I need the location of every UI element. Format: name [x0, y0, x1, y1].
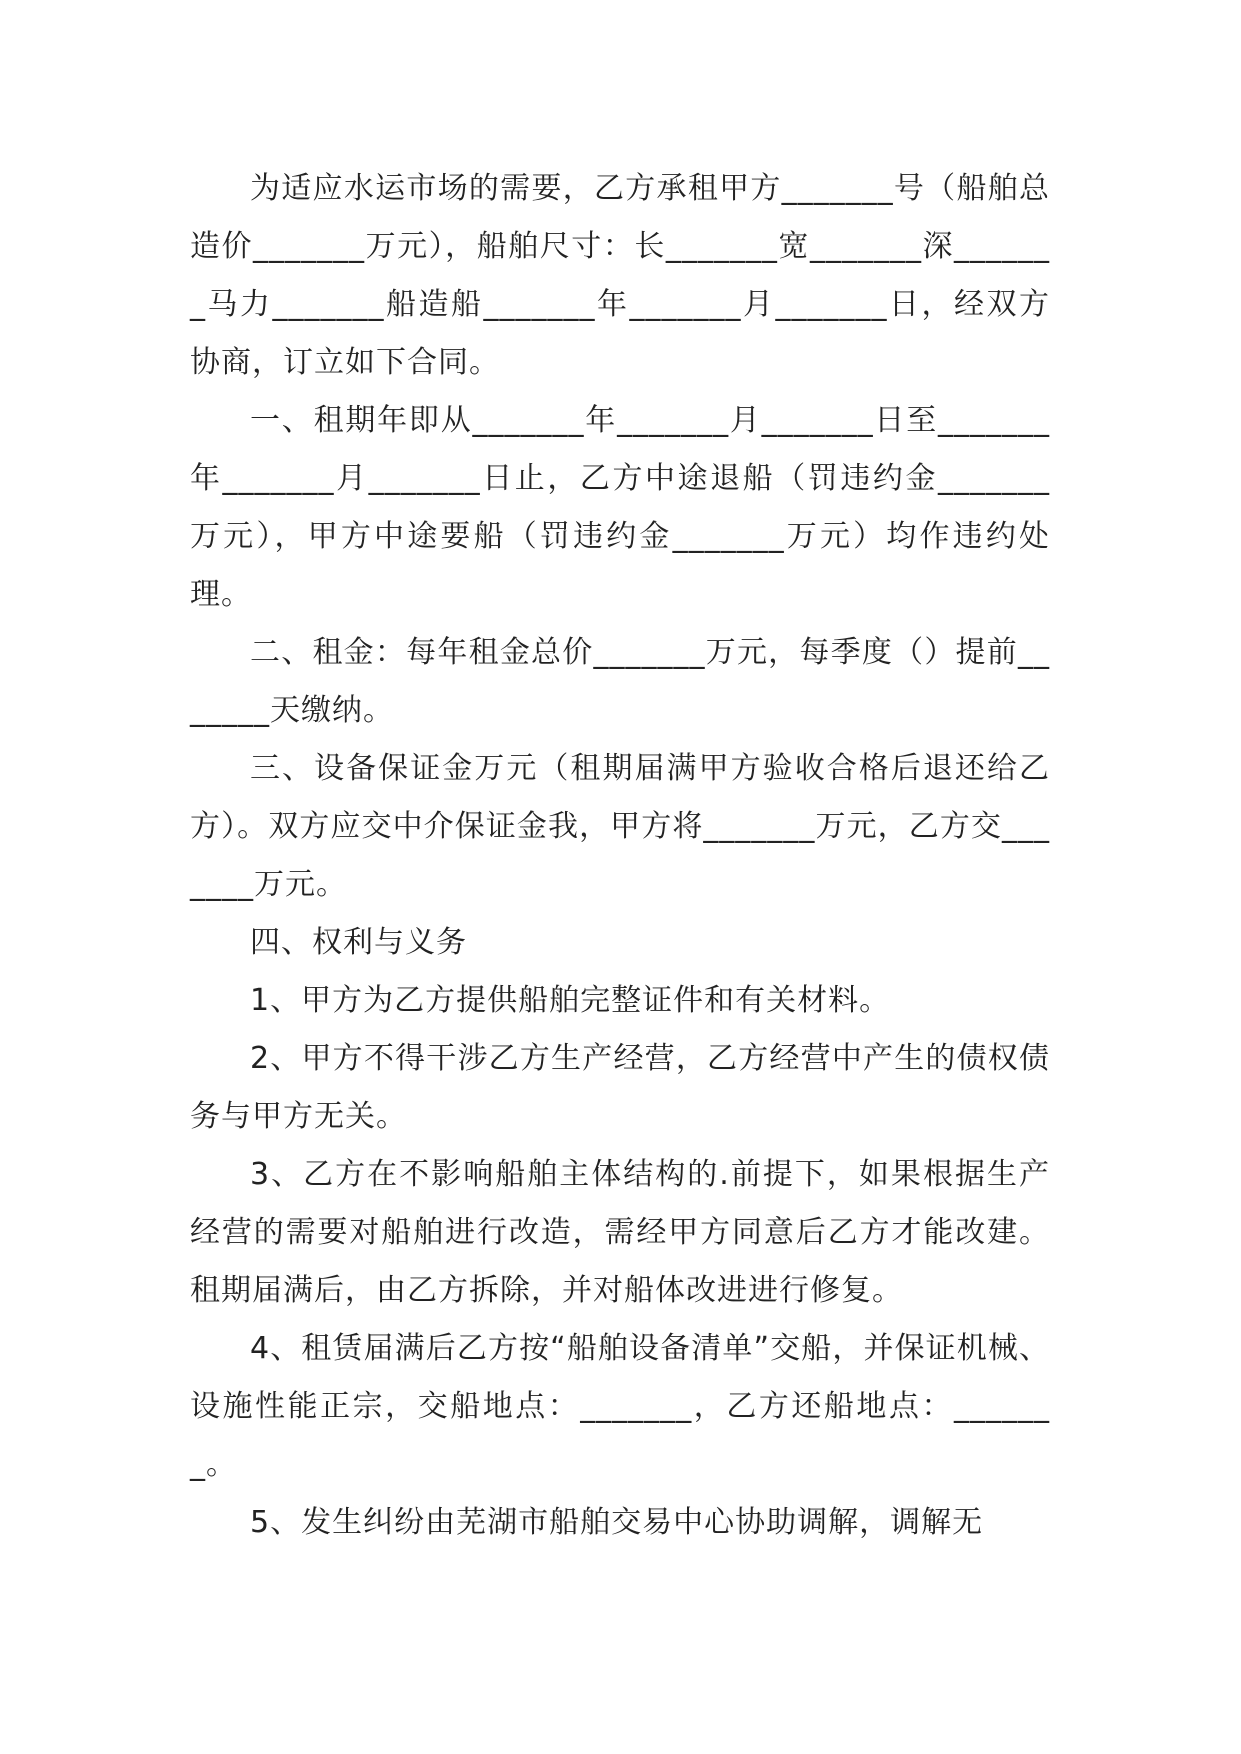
- paragraph-rights-heading: 四、权利与义务: [250, 925, 467, 960]
- paragraph-intro: 为适应水运市场的需要，乙方承租甲方_______号（船舶总造价_______万元），船舶尺寸：长_______宽_______深_______马力_______船造船_______年_______月_______日，经双方协商，订立如下合同。: [190, 171, 1050, 380]
- paragraph-deposit: 三、设备保证金万元（租期届满甲方验收合格后退还给乙方）。双方应交中介保证金我，甲方将_______万元，乙方交_______万元。: [190, 751, 1050, 902]
- paragraph-lease-term: 一、租期年即从_______年_______月_______日至_______年_______月_______日止，乙方中途退船（罚违约金_______万元），甲方中途要船（罚违约金_______万元）均作违约处理。: [190, 403, 1050, 612]
- paragraph-rent: 二、租金：每年租金总价_______万元，每季度（）提前_______天缴纳。: [190, 635, 1050, 728]
- paragraph-clause-5: 5、发生纠纷由芜湖市船舶交易中心协助调解，调解无: [250, 1505, 984, 1540]
- paragraph-clause-1: 1、甲方为乙方提供船舶完整证件和有关材料。: [250, 983, 891, 1018]
- paragraph-clause-4: 4、租赁届满后乙方按“船舶设备清单”交船，并保证机械、设施性能正宗，交船地点：_______，乙方还船地点：_______。: [190, 1331, 1050, 1482]
- paragraph-clause-2: 2、甲方不得干涉乙方生产经营，乙方经营中产生的债权债务与甲方无关。: [190, 1041, 1050, 1134]
- contract-body: [190, 160, 1050, 1552]
- paragraph-clause-3: 3、乙方在不影响船舶主体结构的.前提下，如果根据生产经营的需要对船舶进行改造，需经甲方同意后乙方才能改建。租期届满后，由乙方拆除，并对船体改进进行修复。: [190, 1157, 1050, 1308]
